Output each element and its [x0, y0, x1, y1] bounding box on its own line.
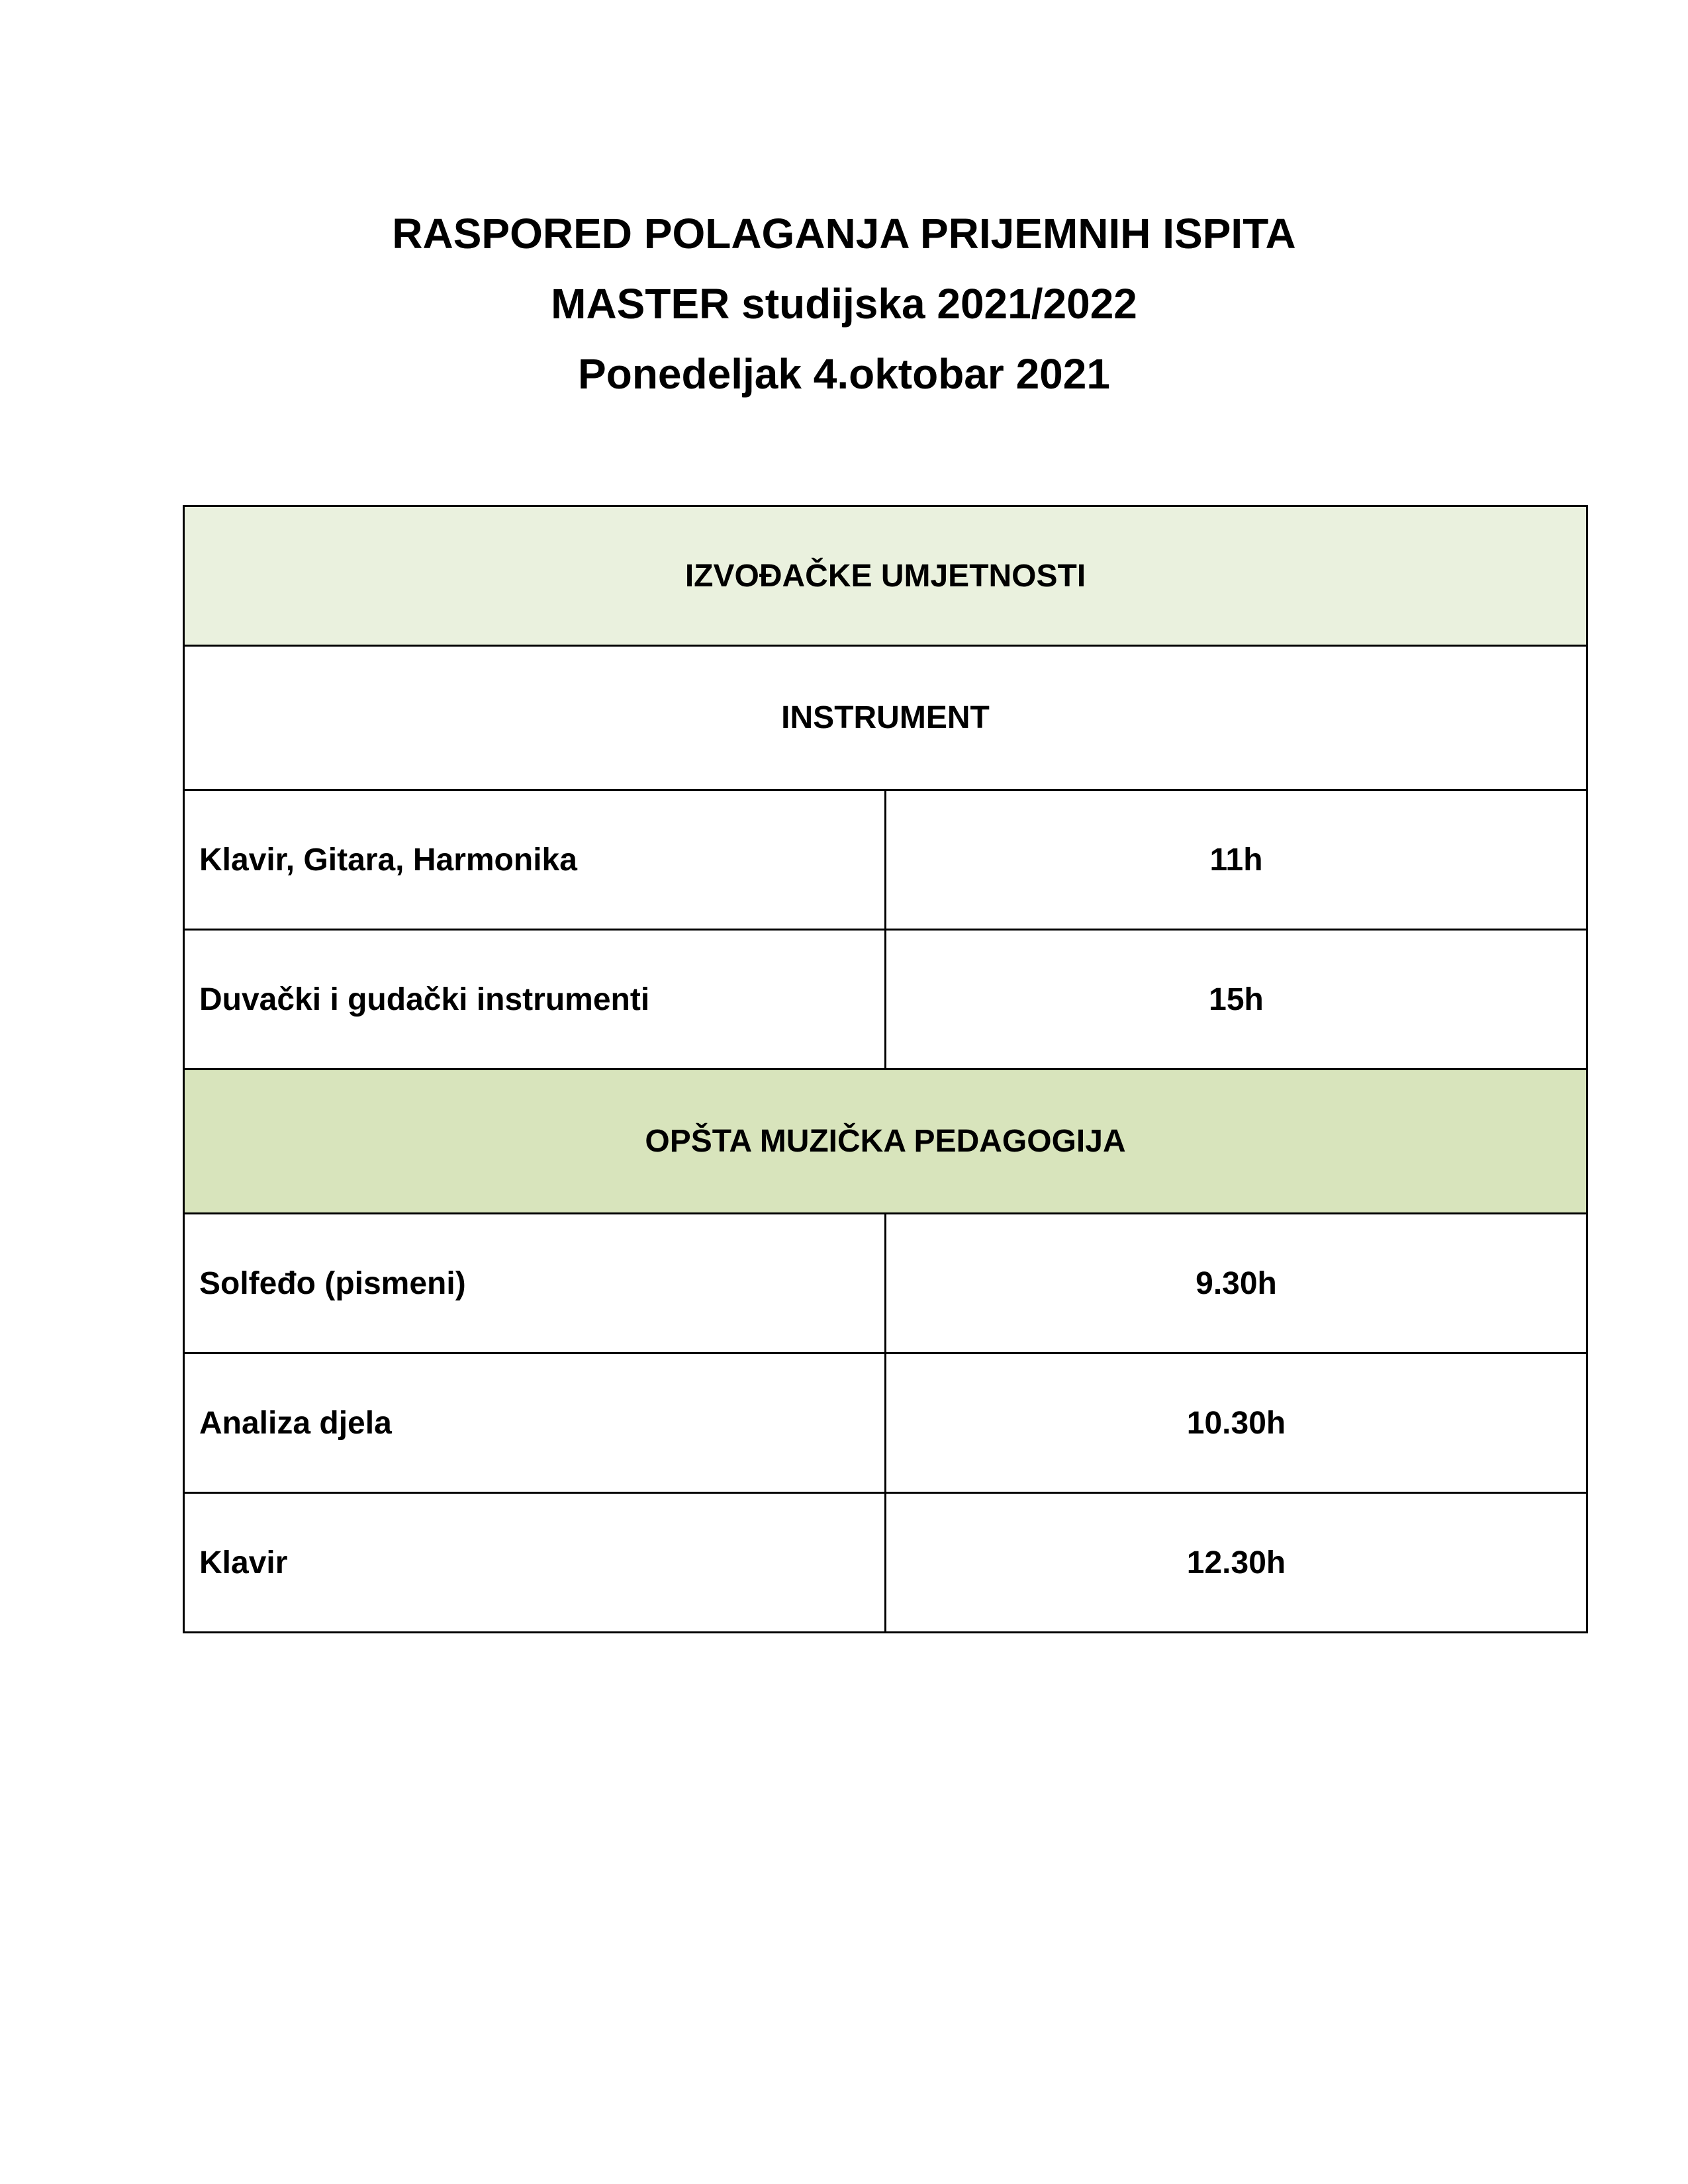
- subsection-header-instrument: INSTRUMENT: [184, 646, 1587, 790]
- table-row: [184, 1214, 1587, 1353]
- section-row-instrument: [184, 646, 1587, 790]
- table-row: [184, 1353, 1587, 1493]
- table-row: [184, 930, 1587, 1069]
- exam-time-cell: 9.30h: [886, 1214, 1587, 1353]
- exam-time-cell: 12.30h: [886, 1493, 1587, 1633]
- title-line-2: MASTER studijska 2021/2022: [551, 280, 1137, 328]
- title-line-1: RASPORED POLAGANJA PRIJEMNIH ISPITA: [392, 210, 1296, 257]
- exam-name-cell: Analiza djela: [184, 1353, 886, 1493]
- title-line-3: Ponedeljak 4.oktobar 2021: [578, 350, 1110, 398]
- exam-time-cell: 15h: [886, 930, 1587, 1069]
- document-title: [0, 199, 1688, 409]
- section-header-performing-arts: IZVOĐAČKE UMJETNOSTI: [184, 506, 1587, 646]
- exam-name-cell: Klavir, Gitara, Harmonika: [184, 790, 886, 930]
- table-row: [184, 790, 1587, 930]
- exam-time-cell: 11h: [886, 790, 1587, 930]
- table-row: [184, 1493, 1587, 1633]
- exam-name-cell: Solfeđo (pismeni): [184, 1214, 886, 1353]
- exam-name-cell: Klavir: [184, 1493, 886, 1633]
- section-row-pedagogy: [184, 1069, 1587, 1214]
- section-row-performing: [184, 506, 1587, 646]
- exam-schedule-table: [183, 505, 1588, 1633]
- exam-name-cell: Duvački i gudački instrumenti: [184, 930, 886, 1069]
- exam-time-cell: 10.30h: [886, 1353, 1587, 1493]
- section-header-music-pedagogy: OPŠTA MUZIČKA PEDAGOGIJA: [184, 1069, 1587, 1214]
